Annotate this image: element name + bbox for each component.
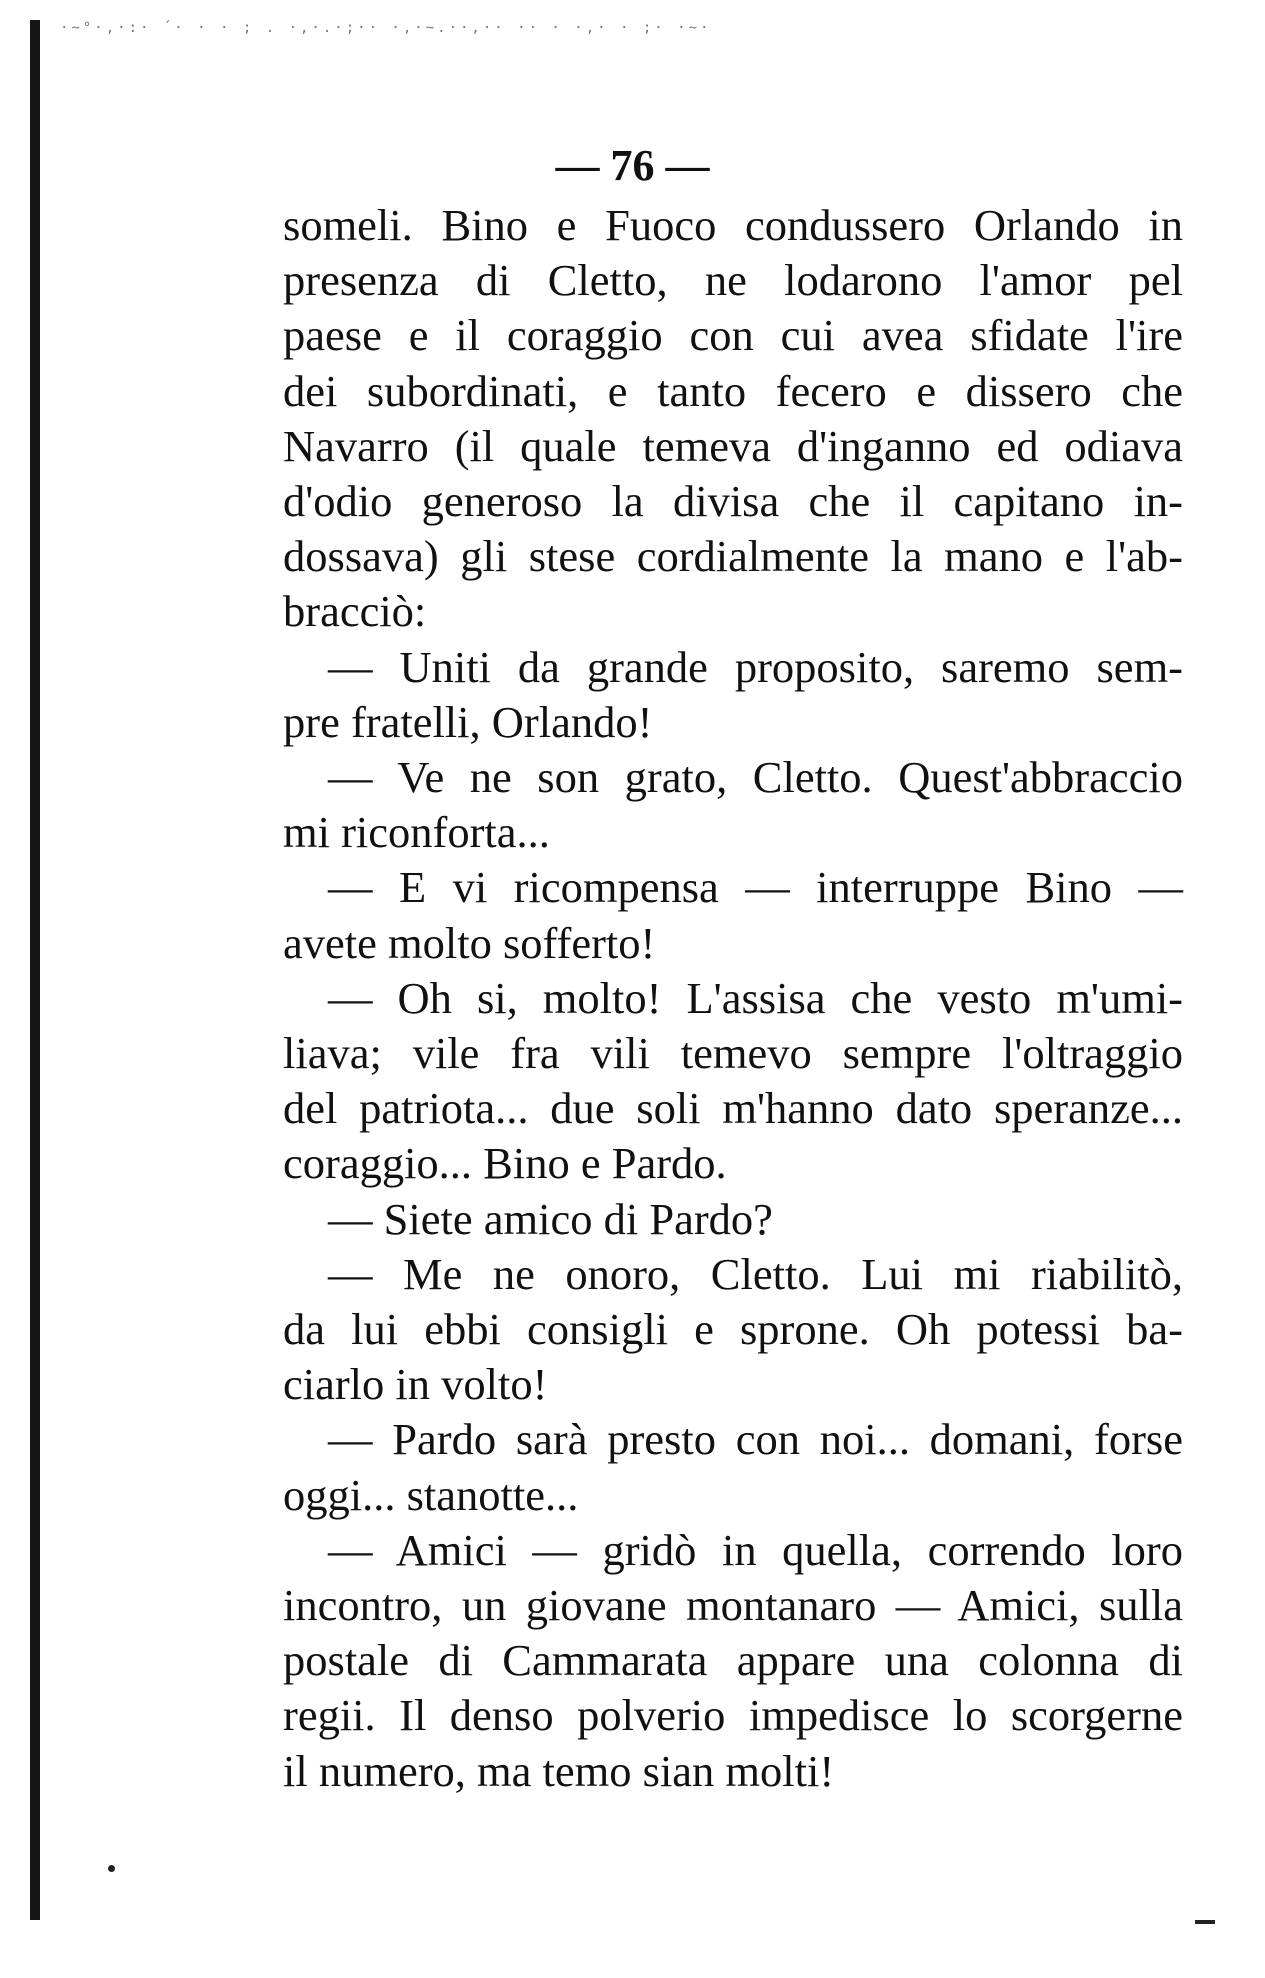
text-line: mi riconforta... <box>283 807 550 858</box>
text-line: regii. Il denso polverio impedisce lo scorgerne <box>283 1690 1183 1741</box>
text-line: ciarlo in volto! <box>283 1359 548 1410</box>
text-line: — E vi ricompensa — interruppe Bino — <box>328 862 1183 913</box>
text-line: dei subordinati, e tanto fecero e dissero che <box>283 365 1183 416</box>
text-line: bracciò: <box>283 586 427 637</box>
text-line: postale di Cammarata appare una colonna di <box>283 1635 1183 1686</box>
text-line: — Oh si, molto! L'assisa che vesto m'umi- <box>328 972 1183 1023</box>
page-number: — 76 — <box>555 141 710 190</box>
text-line: — Me ne onoro, Cletto. Lui mi riabilitò, <box>328 1248 1183 1299</box>
text-line: avete molto sofferto! <box>283 917 656 968</box>
text-line: paese e il coraggio con cui avea sfidate l'ire <box>283 310 1183 361</box>
text-line: incontro, un giovane montanaro — Amici, sulla <box>283 1580 1183 1631</box>
text-line: dossava) gli stese cordialmente la mano e l'ab- <box>283 531 1183 582</box>
text-line: presenza di Cletto, ne lodarono l'amor pel <box>283 255 1183 306</box>
text-line: — Pardo sarà presto con noi... domani, forse <box>328 1414 1183 1465</box>
ink-speck <box>1195 1920 1215 1924</box>
text-line: pre fratelli, Orlando! <box>283 696 653 747</box>
text-line: coraggio... Bino e Pardo. <box>283 1138 727 1189</box>
text-line: del patriota... due soli m'hanno dato speranze... <box>283 1083 1183 1134</box>
scan-noise: ·~°·,·:· ´· · · ; . ·,·.·;·· ·,·~.··,·· ·· · ·,· · ;· ·~· <box>60 20 712 36</box>
book-spine-shadow <box>30 20 40 1920</box>
page-body-text <box>283 198 1183 1799</box>
text-line: someli. Bino e Fuoco condussero Orlando in <box>283 200 1183 250</box>
text-line: liava; vile fra vili temevo sempre l'oltraggio <box>283 1028 1183 1079</box>
text-line: oggi... stanotte... <box>283 1469 579 1520</box>
text-line: — Uniti da grande proposito, saremo sem- <box>328 641 1183 692</box>
ink-speck <box>108 1865 115 1872</box>
text-line: Navarro (il quale temeva d'inganno ed odiava <box>283 420 1183 471</box>
text-line: — Amici — gridò in quella, correndo loro <box>328 1524 1183 1575</box>
text-line: da lui ebbi consigli e sprone. Oh potessi ba- <box>283 1304 1183 1355</box>
text-line: — Siete amico di Pardo? <box>328 1193 773 1244</box>
text-line: il numero, ma temo sian molti! <box>283 1745 835 1796</box>
text-line: d'odio generoso la divisa che il capitano in- <box>283 476 1183 527</box>
text-line: — Ve ne son grato, Cletto. Quest'abbraccio <box>328 752 1183 803</box>
